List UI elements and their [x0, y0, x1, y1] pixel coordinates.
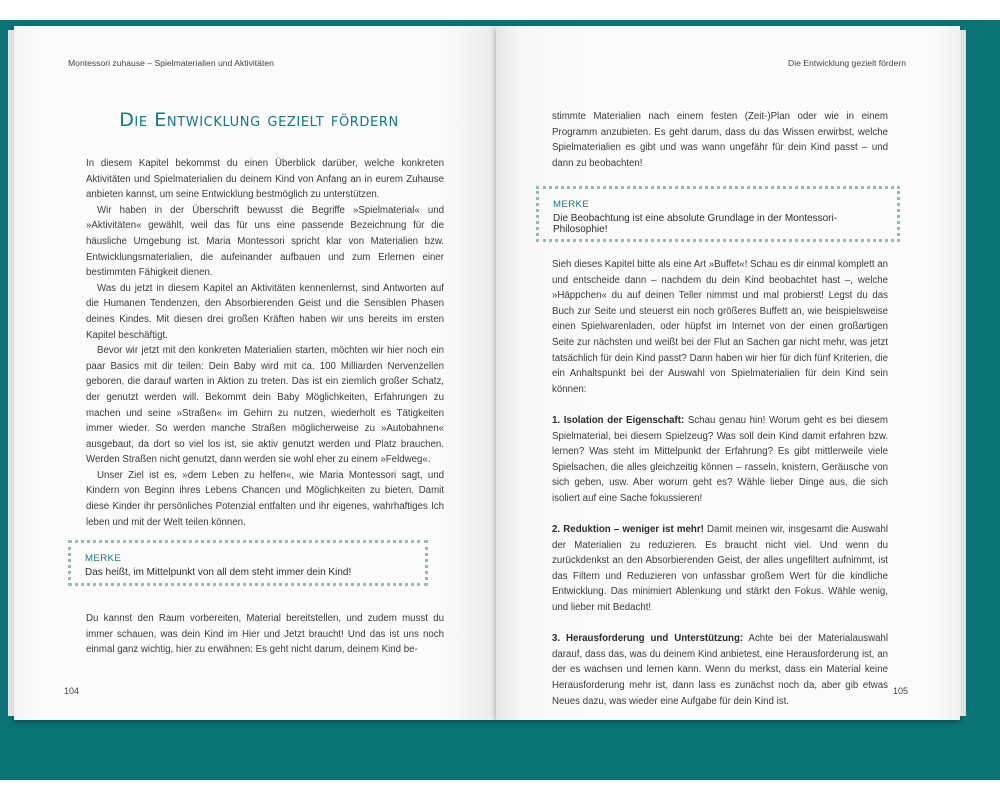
page-edge — [8, 30, 14, 716]
left-page — [14, 26, 496, 720]
criterion-item — [552, 522, 888, 616]
paragraph: Unser Ziel ist es, »dem Leben zu helfen«, wie Maria Montessori sagt, und Kindern von Beginn ihres Lebens Chancen und Möglichkeiten zu bieten. Damit diese Kinder ihr persönliches Potenzial entfalten und ihr eigenes, wahrhaftiges Ich leben und mit der Welt teilen können. — [86, 469, 444, 528]
criterion-text: Damit meinen wir, insgesamt die Auswahl der Materialien zu reduzieren. Es braucht nicht viel. Und wenn du zurückdenkst an den Absorbierenden Geist, der alles ungefiltert aufnimmt, ist das Filtern und Reduzieren von unfassbar großem Wert für die kindliche Entwicklung. Das minimiert Ablenkung und stärkt den Fokus. Wähle wenig, und lieber mit Bedacht! — [552, 524, 888, 614]
criterion-heading: 2. Reduktion – weniger ist mehr! — [552, 524, 704, 536]
left-bottom-text — [86, 611, 444, 658]
merke-label: MERKE — [553, 199, 590, 210]
merke-box — [68, 540, 428, 586]
paragraph: Du kannst den Raum vorbereiten, Material bereitstellen, und zudem musst du immer schauen, was dein Kind im Hier und Jetzt braucht! Und das ist uns noch einmal ganz wichtig, hier zu erwähnen: Es geht nicht darum, deinem Kind be- — [86, 613, 444, 656]
paragraph: In diesem Kapitel bekommst du einen Überblick darüber, welche konkreten Aktivitäten und Spielmaterialien du deinem Kind von Anfang an in eurem Zuhause anbieten kannst, um seine Entwicklung bestmöglich zu unterstützen. — [86, 158, 444, 201]
criterion-heading: 1. Isolation der Eigenschaft: — [552, 414, 685, 426]
merke-label: MERKE — [85, 553, 122, 564]
page-number: 104 — [64, 686, 80, 696]
running-header: Montessori zuhause – Spielmaterialien und Aktivitäten — [68, 58, 274, 68]
right-page — [496, 26, 960, 720]
merke-text: Das heißt, im Mittelpunkt von all dem steht immer dein Kind! — [85, 567, 352, 578]
right-top-text — [552, 109, 888, 171]
left-body-text — [86, 156, 444, 530]
criterion-item — [552, 631, 888, 709]
page-edge — [960, 30, 966, 716]
paragraph: stimmte Materialien nach einem festen (Zeit-)Plan oder wie in einem Programm anzubieten. Es geht darum, dass du das Wissen erwirbst, welche Spielmaterialien es gibt und was wann ungefähr für dein Kind passt – und dann zu beobachten! — [552, 111, 888, 169]
criterion-item — [552, 413, 888, 507]
open-book — [14, 26, 960, 720]
page-number: 105 — [892, 686, 908, 696]
paragraph: Wir haben in der Überschrift bewusst die Begriffe »Spielmaterial« und »Aktivitäten« gewählt, weil das für uns eine passende Bezeichnung für die häusliche Umgebung ist. Maria Montessori spricht klar von Materialien bzw. Entwicklungsmaterialien, die aufeinander aufbauen und zum Erlernen einer bestimmten Fähigkeit dienen. — [86, 204, 444, 279]
criterion-text: Schau genau hin! Worum geht es bei diesem Spielmaterial, bei diesem Spielzeug? Was soll dein Kind damit erfahren bzw. lernen? Was steht im Mittelpunkt der Erfahrung? Es gibt mittlerweile viele Spielsachen, die alles gleichzeitig können – rasseln, knistern, Geräusche von sich geben, usw. Aber worum geht es? Wähle lieber Dinge aus, die sich isoliert auf eine Sache fokussieren! — [552, 414, 888, 504]
paragraph: Was du jetzt in diesem Kapitel an Aktivitäten kennenlernst, sind Antworten auf die Humanen Tendenzen, den Absorbierenden Geist und die Sensiblen Phasen deines Kindes. Mit diesen drei großen Kräften haben wir uns bereits im ersten Kapitel beschäftigt. — [86, 282, 444, 341]
criterion-heading: 3. Herausforderung und Unterstützung: — [552, 633, 744, 645]
criterion-text: Achte bei der Materialauswahl darauf, dass das, was du deinem Kind anbietest, eine Herausforderung ist, an der es wachsen und lernen kann. Wenn du merkst, dass ein Material keine Herausforderung mehr ist, dann lass es zunächst noch da, aber gib etwas Neues dazu, was wieder eine Aufgabe für dein Kind ist. — [552, 633, 889, 707]
running-header: Die Entwicklung gezielt fördern — [788, 58, 906, 68]
merke-box — [536, 186, 900, 242]
merke-text: Die Beobachtung ist eine absolute Grundlage in der Montessori-Philosophie! — [553, 213, 838, 235]
paragraph: Bevor wir jetzt mit den konkreten Materialien starten, möchten wir hier noch ein paar Basics mit dir teilen: Dein Baby wird mit ca. 100 Milliarden Nervenzellen geboren, die darauf warten in Aktion zu treten. Das ist ein ziemlich großer Schatz, der genutzt werden will. Bekommt dein Baby Möglichkeiten, Erfahrungen zu machen und seine »Straßen« im Gehirn zu nutzen, wiederholt es Tätigkeiten immer wieder. So werden manche Straßen möglicherweise zu »Autobahnen« ausgebaut, da dort so viel los ist, sie aktiv genutzt werden und Platz brauchen. Werden Straßen nicht genutzt, dann werden sie wohl eher zu einem »Feldweg«. — [86, 345, 444, 466]
paragraph: Sieh dieses Kapitel bitte als eine Art »Buffet«! Schau es dir einmal komplett an und entscheide dann – nachdem du dein Kind beobachtet hast –, welche »Häppchen« du auf deinen Teller nimmst und mal probierst! Legst du das Buch zur Seite und steuerst ein noch größeres Buffett an, wie beispielsweise einen Spielwarenladen, oder hüpfst im Internet von der einen großartigen Seite zur nächsten und weißt bei der Flut an Sachen gar nicht mehr, was jetzt tatsächlich für dein Kind passt? Dann haben wir hier für dich fünf Kriterien, die ein Anhaltspunkt bei der Auswahl von Spielmaterialien für dein Kind sein können: — [552, 259, 888, 395]
right-body-text — [552, 257, 888, 709]
chapter-title: Die Entwicklung gezielt fördern — [119, 109, 399, 131]
